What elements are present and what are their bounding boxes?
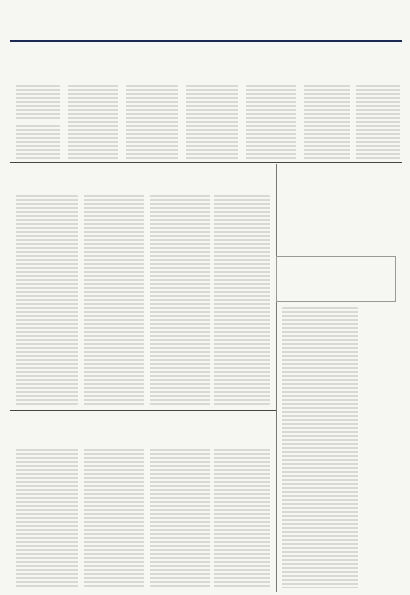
header-rule: [10, 40, 402, 42]
body-text-block: [186, 84, 238, 160]
body-text-block: [126, 84, 178, 160]
body-text-block: [304, 84, 350, 160]
section-divider: [10, 162, 402, 163]
body-text-block: [84, 194, 144, 406]
body-text-block: [16, 194, 78, 406]
body-text-block: [16, 448, 78, 588]
body-text-block: [214, 448, 270, 588]
body-text-block: [16, 124, 60, 160]
body-text-block: [150, 194, 210, 406]
body-text-block: [84, 448, 144, 588]
body-text-block: [150, 448, 210, 588]
body-text-block: [16, 84, 60, 120]
body-text-block: [356, 84, 400, 160]
column-divider: [276, 164, 277, 592]
body-text-block: [214, 194, 270, 406]
section-divider: [10, 410, 276, 411]
intro-box: [276, 256, 396, 302]
body-text-block: [68, 84, 118, 160]
body-text-block: [246, 84, 296, 160]
body-text-block: [282, 306, 358, 588]
